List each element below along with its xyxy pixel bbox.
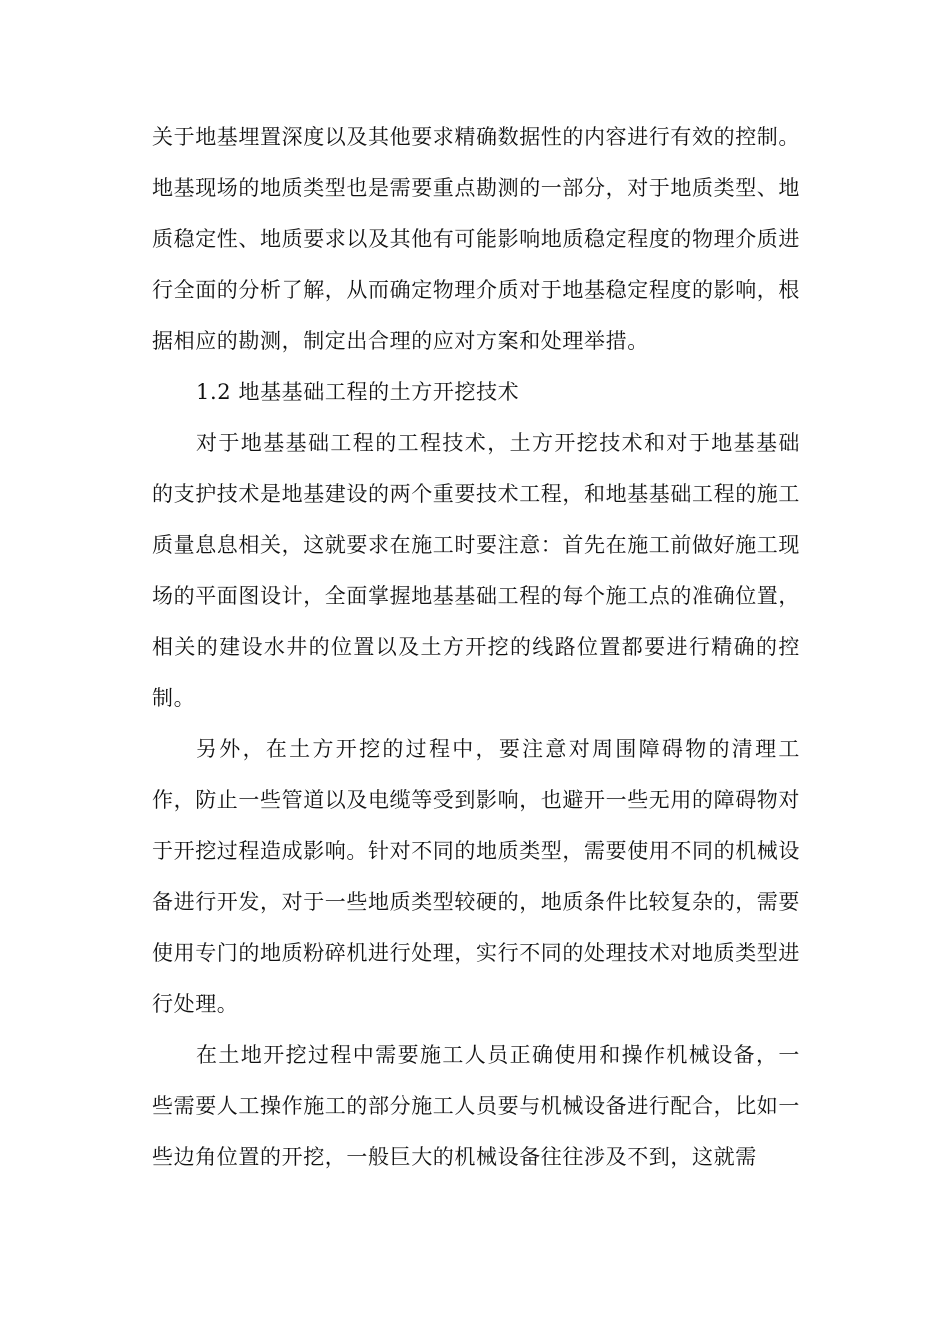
paragraph: 对于地基基础工程的工程技术，土方开挖技术和对于地基基础的支护技术是地基建设的两个重要技术工程，和地基基础工程的施工质量息息相关，这就要求在施工时要注意：首先在施工前做好施工现场的平面图设计，全面掌握地基基础工程的每个施工点的准确位置，相关的建设水井的位置以及土方开挖的线路位置都要进行精确的控制。 bbox=[152, 431, 800, 710]
document-body bbox=[152, 112, 800, 1183]
section-heading: 1.2 地基基础工程的土方开挖技术 bbox=[196, 380, 520, 404]
paragraph: 另外，在土方开挖的过程中，要注意对周围障碍物的清理工作，防止一些管道以及电缆等受到影响，也避开一些无用的障碍物对于开挖过程造成影响。针对不同的地质类型，需要使用不同的机械设备进行开发，对于一些地质类型较硬的，地质条件比较复杂的，需要使用专门的地质粉碎机进行处理，实行不同的处理技术对地质类型进行处理。 bbox=[152, 737, 800, 1016]
paragraph: 在土地开挖过程中需要施工人员正确使用和操作机械设备，一些需要人工操作施工的部分施工人员要与机械设备进行配合，比如一些边角位置的开挖，一般巨大的机械设备往往涉及不到，这就需 bbox=[152, 1043, 800, 1169]
paragraph-continued: 关于地基埋置深度以及其他要求精确数据性的内容进行有效的控制。地基现场的地质类型也是需要重点勘测的一部分，对于地质类型、地质稳定性、地质要求以及其他有可能影响地质稳定程度的物理介质进行全面的分析了解，从而确定物理介质对于地基稳定程度的影响，根据相应的勘测，制定出合理的应对方案和处理举措。 bbox=[152, 125, 800, 353]
